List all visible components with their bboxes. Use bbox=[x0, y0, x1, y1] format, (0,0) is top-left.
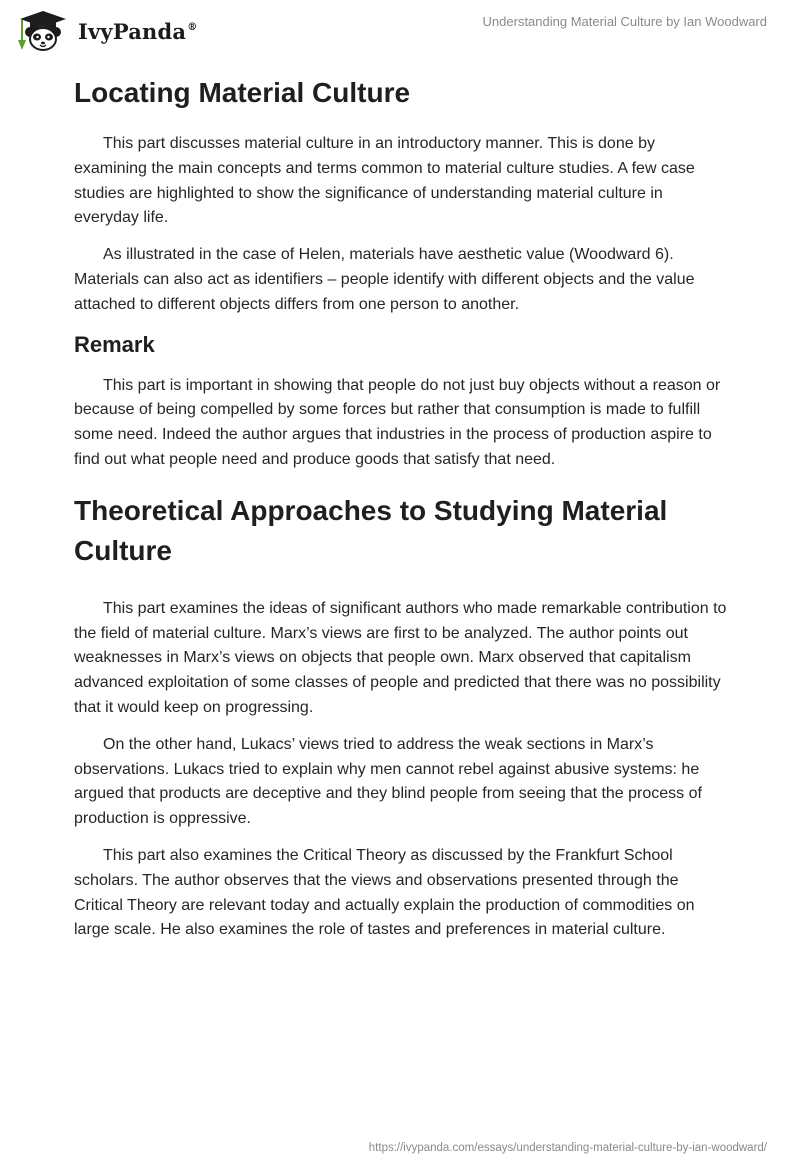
page-header bbox=[0, 0, 800, 60]
panda-graduation-icon bbox=[16, 10, 74, 52]
document-title: Understanding Material Culture by Ian Woodward bbox=[482, 14, 767, 29]
paragraph: On the other hand, Lukacs’ views tried to address the weak sections in Marx’s observations. Lukacs tried to explain why men cannot rebel against abusive systems: he argued that products are deceptive and they blind people from seeing that the process of production is oppressive. bbox=[74, 735, 702, 828]
paragraph: This part discusses material culture in an introductory manner. This is done by examining the main concepts and terms common to material culture studies. A few case studies are highlighted to show the significance of understanding material culture in everyday life. bbox=[74, 135, 695, 227]
source-url[interactable]: https://ivypanda.com/essays/understanding-material-culture-by-ian-woodward/ bbox=[368, 1142, 767, 1154]
paragraph: This part also examines the Critical Theory as discussed by the Frankfurt School scholars. The author observes that the views and observations presented through the Critical Theory are relevant today and actually explain the production of commodities on large scale. He also examines the role of tastes and preferences in material culture. bbox=[74, 846, 695, 939]
paragraph: This part examines the ideas of significant authors who made remarkable contribution to the field of material culture. Marx’s views are first to be analyzed. The author points out weaknesses in Marx’s views on objects that people own. Marx observed that capitalism advanced exploitation of some classes of people and predicted that there was no possibility that it would keep on progressing. bbox=[74, 599, 727, 716]
paragraph: As illustrated in the case of Helen, materials have aesthetic value (Woodward 6). Materials can also act as identifiers – people identify with different objects and the value attached to different objects differs from one person to another. bbox=[74, 246, 695, 313]
heading-remark: Remark bbox=[74, 331, 155, 357]
ivypanda-logo[interactable] bbox=[16, 10, 197, 52]
logo-wordmark: IvyPanda® bbox=[78, 18, 198, 44]
paragraph: This part is important in showing that people do not just buy objects without a reason or because of being compelled by some forces but rather that consumption is made to fulfill some need. Indeed the author argues that industries in the process of production aspire to find out what people need and produce goods that satisfy that need. bbox=[74, 376, 721, 468]
heading-locating-material-culture: Locating Material Culture bbox=[74, 77, 411, 108]
essay-content bbox=[74, 70, 730, 955]
heading-theoretical-approaches: Theoretical Approaches to Studying Material Culture bbox=[74, 494, 668, 566]
